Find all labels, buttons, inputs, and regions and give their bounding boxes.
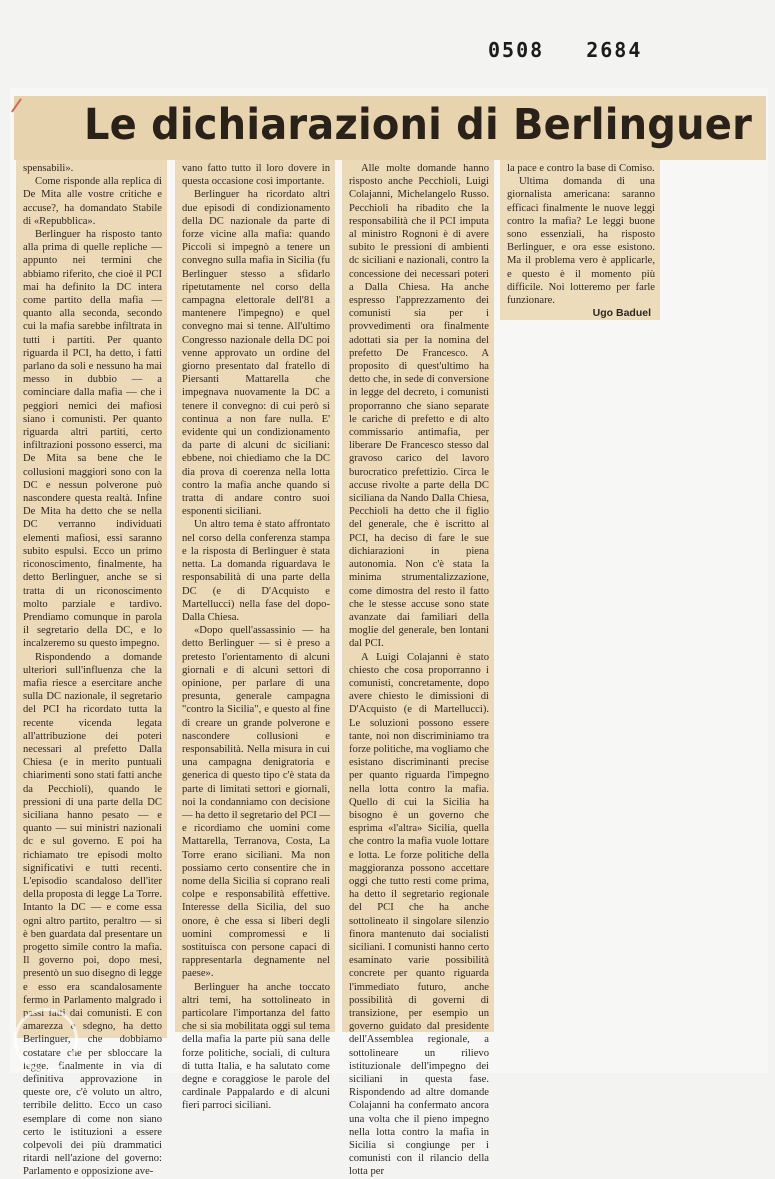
paragraph: la pace e contro la base di Comiso.: [507, 163, 655, 174]
paragraph: «Dopo quell'assassinio — ha detto Berlinguer — si è preso a pretesto l'orientamento di alcuni giornali e di alcuni settori di opinione, per parlare di una presunta, generale campagna "contro la Sicilia", e questo al fine di creare un grande polverone e nascondere collusioni e responsabilità. Nella misura in cui una campagna denigratoria e generica di questo tipo c'è stata da parte di limitati settori e giornali, noi la condanniamo con decisione — ha detto il segretario del PCI — e ricordiamo che uomini come Mattarella, Terranova, Costa, La Torre erano siciliani. Ma non possiamo certo consentire che in nome della Sicilia si coprano reali colpe e responsabilità effettive. Interesse della Sicilia, del suo onore, è che essa si liberi degli uomini compromessi e li sostituisca con persone capaci di rappresentarla degnamente nel paese».: [182, 625, 330, 980]
paragraph: Rispondendo a domande ulteriori sull'influenza che la mafia riesce a esercitare anche sulla DC nazionale, il segretario del PCI ha ricordato tutta la recente vicenda legata all'attribuzione dei poteri necessari al prefetto Dalla Chiesa (e in merito puntuali chiarimenti sono stati fatti anche da Pecchioli), quando le pressioni di una parte della DC siciliana hanno pesato — e quanto — sui ministri nazionali dc e sul governo. E poi ha richiamato tre episodi molto significativi e tutti recenti. L'episodio scandaloso dell'iter della proposta di legge La Torre. Intanto la DC — e come essa ogni altro partito, peraltro — si è ben guardata dal presentare un progetto simile contro la mafia. Il governo poi, dopo mesi, presentò un suo disegno di legge e esso era scandalosamente fermo in Parlamento malgrado i passi fatti dai comunisti. E con amarezza e sdegno, ha detto Berlinguer, che dobbiamo costatare che per sbloccare la legge, finalmente in via di definitiva approvazione in queste ore, c'è voluto un altro, terribile delitto. Ecco un caso esemplare di come non siano certo le istituzioni a essere colpevoli dei più drammatici ritardi nell'azione del governo: Parlamento e opposizione ave-: [23, 651, 162, 1178]
article-column-2: [175, 160, 335, 1112]
paragraph: Berlinguer ha risposto tanto alla prima di quelle repliche — appunto nei termini che abbiamo riferito, che cioè il PCI mai ha definito la DC intera come partito della mafia — quanto alla seconda, secondo cui la mafia sarebbe infiltrata in tutti i partiti. Per quanto riguarda il PCI, ha detto, i fatti parlano da soli e nessuno ha mai messo in dubbio — a cominciare dalla mafia — che i peggiori nemici dei mafiosi siano i comunisti. Per quanto riguarda altri partiti, certo infiltrazioni possono esserci, ma De Mita sa bene che le collusioni maggiori sono con la DC e nessun polverone può nascondere questa realtà. Infine De Mita ha detto che se nella DC verranno individuati elementi mafiosi, essi saranno subito espulsi. Ecco un primo riconoscimento, finalmente, ha detto Berlinguer, anche se si tratta di un riconoscimento molto parziale e tardivo. Prendiamo comunque in parola il segretario della DC, e lo incalzeremo su questo impegno.: [23, 229, 162, 650]
paragraph: vano fatto tutto il loro dovere in questa occasione così importante.: [182, 163, 330, 188]
headline-band: [14, 96, 766, 160]
article-column-4: [500, 160, 660, 320]
watermark-seal-icon: [14, 1008, 78, 1072]
paragraph: A Luigi Colajanni è stato chiesto che cosa proporranno i comunisti, concretamente, dopo avere chiesto le dimissioni di D'Acquisto (e di Martellucci). Le soluzioni possono essere tante, noi non discriminiamo tra forze politiche, ma vogliamo che esistano discriminanti precise per quanto riguarda l'impegno nella lotta contro la mafia. Quello di cui la Sicilia ha bisogno è un governo che esprima «l'altra» Sicilia, quella che contro la mafia vuole lottare e lotta. Le forze politiche della maggioranza possono accettare oggi che tutto resti come prima, ha detto il segretario regionale del PCI che ha anche sottolineato il singolare silenzio finora mantenuto dai socialisti siciliani. I comunisti hanno certo esaminato varie possibilità concrete per quanto riguarda l'immediato futuro, anche possibilità di governi di transizione, per esempio un governo guidato dal presidente dell'Assemblea regionale, a sottolineare un rilievo istituzionale dell'impegno dei siciliani in questa fase. Rispondendo ad altre domande Colajanni ha confermato ancora una volta che il pieno impegno nella lotta contro la mafia in Sicilia si congiunge per i comunisti con il rilancio della lotta per: [349, 651, 489, 1178]
paragraph: Berlinguer ha anche toccato altri temi, ha sottolineato in particolare l'importanza del fatto che si sia mobilitata oggi sul tema della mafia la parte più sana delle forze politiche, sociali, di cultura di tutta Italia, e ha salutato come degne e coraggiose le parole del cardinale Pappalardo e di alcuni fieri parroci siciliani.: [182, 981, 330, 1112]
paragraph: spensabili».: [23, 163, 74, 174]
paragraph: Berlinguer ha ricordato altri due episodi di condizionamento della DC nazionale da parte di forze vicine alla mafia: quando Piccoli si impegnò a tenere un convegno sulla mafia in Sicilia (fu Berlinguer stesso a sfidarlo ripetutamente nel corso della campagna elettorale dell'81 a mantenere l'impegno) e quel convegno mai si tenne. All'ultimo Congresso nazionale della DC poi venne approvato un ordine del giorno presentato dal fratello di Piersanti Mattarella che impegnava nuovamente la DC a tenere il convegno: di cui però si continua a non fare nulla. E' evidente qui un condizionamento da parte di alcuni dc siciliani: ebbene, noi chiediamo che la DC dia prova di coerenza nella lotta contro la mafia anche quando si tratta di andare contro suoi esponenti siciliani.: [182, 189, 330, 518]
paragraph: Alle molte domande hanno risposto anche Pecchioli, Luigi Colajanni, Michelangelo Russo. Pecchioli ha ribadito che la responsabilità che il PCI imputa al ministro Rognoni è di avere subito le pressioni di ambienti dc siciliani e nazionali, contro la concessione dei necessari poteri a Dalla Chiesa. Ha anche espresso l'apprezzamento dei comunisti sia per i provvedimenti ora finalmente adottati sia per la nomina del prefetto De Francesco. A proposito di quest'ultimo ha detto che, in sede di conversione in legge del decreto, i comunisti proporranno che siano separate le cariche di prefetto e di alto commissario antimafia, per liberare De Francesco stesso dal gravoso carico del lavoro burocratico prefettizio. Circa le accuse rivolte a parte della DC siciliana da Nando Dalla Chiesa, Pecchioli ha detto che il figlio del generale, che è iscritto al PCI, ha deciso di fare le sue dichiarazioni in piena autonomia. Non c'è stata la minima strumentalizzazione, come dimostra del resto il fatto che le stesse accuse sono state avanzate dai familiari della moglie del generale, ben lontani dal PCI.: [349, 163, 489, 650]
paragraph: Ultima domanda di una giornalista americana: saranno efficaci finalmente le nuove leggi contro la mafia? Le leggi buone sono essenziali, ha risposto Berlinguer, e ora esse esistono. Ma il problema vero è applicarle, e questo è il momento più difficile. Noi lotteremo per farle funzionare.: [507, 176, 655, 307]
paragraph: Un altro tema è stato affrontato nel corso della conferenza stampa e la risposta di Berlinguer è stata netta. La domanda riguardava le responsabilità di una parte della DC (e di D'Acquisto e Martellucci) nella fase del dopo-Dalla Chiesa.: [182, 519, 330, 623]
article-column-3: [342, 160, 494, 1178]
headline: Le dichiarazioni di Berlinguer: [84, 100, 752, 150]
archive-code-primary: 0508: [488, 38, 545, 62]
byline: Ugo Baduel: [592, 307, 651, 320]
archive-code-secondary: 2684: [586, 38, 643, 62]
archive-code: [488, 38, 642, 62]
paragraph: Come risponde alla replica di De Mita alle vostre critiche e accuse?, ha domandato Stabile di «Repubblica».: [23, 176, 162, 227]
article-column-1: [16, 160, 167, 1178]
